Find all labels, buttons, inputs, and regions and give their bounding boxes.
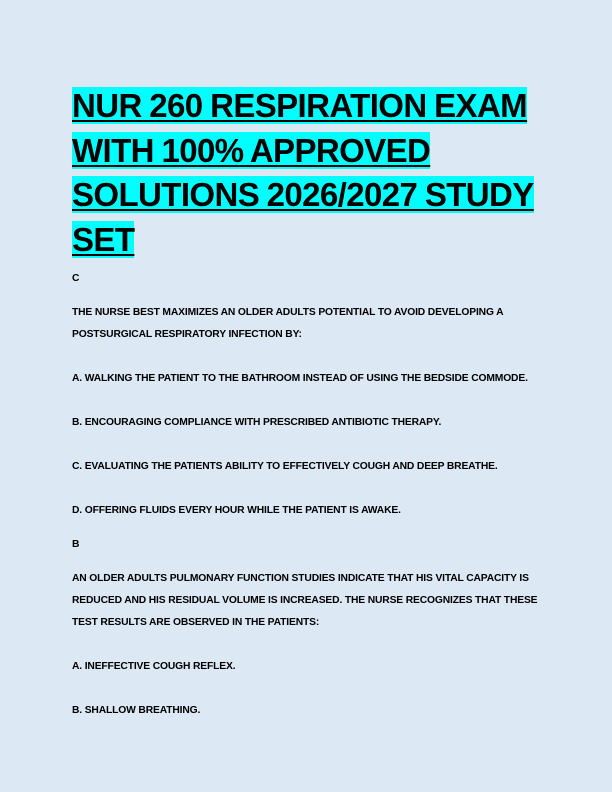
question-1-line-1: THE NURSE BEST MAXIMIZES AN OLDER ADULTS POTENTIAL TO AVOID DEVELOPING A — [72, 307, 504, 318]
answer-key-2: B — [72, 539, 80, 550]
question-1-option-d: D. OFFERING FLUIDS EVERY HOUR WHILE THE PATIENT IS AWAKE. — [72, 505, 401, 516]
question-1-line-2: POSTSURGICAL RESPIRATORY INFECTION BY: — [72, 329, 302, 340]
question-2-line-1: AN OLDER ADULTS PULMONARY FUNCTION STUDIES INDICATE THAT HIS VITAL CAPACITY IS — [72, 573, 529, 584]
answer-key-1: C — [72, 273, 80, 284]
title-highlight: NUR 260 RESPIRATION EXAM WITH 100% APPROVED SOLUTIONS 2026/2027 STUDY SET — [72, 87, 534, 258]
question-2-option-b: B. SHALLOW BREATHING. — [72, 705, 201, 716]
question-1-option-a: A. WALKING THE PATIENT TO THE BATHROOM INSTEAD OF USING THE BEDSIDE COMMODE. — [72, 373, 528, 384]
question-2-line-2: REDUCED AND HIS RESIDUAL VOLUME IS INCREASED. THE NURSE RECOGNIZES THAT THESE — [72, 595, 538, 606]
question-2-line-3: TEST RESULTS ARE OBSERVED IN THE PATIENTS: — [72, 617, 320, 628]
question-1-option-b: B. ENCOURAGING COMPLIANCE WITH PRESCRIBED ANTIBIOTIC THERAPY. — [72, 417, 442, 428]
document-page — [72, 84, 542, 262]
question-1-option-c: C. EVALUATING THE PATIENTS ABILITY TO EFFECTIVELY COUGH AND DEEP BREATHE. — [72, 461, 498, 472]
question-2-option-a: A. INEFFECTIVE COUGH REFLEX. — [72, 661, 236, 672]
document-title — [72, 84, 542, 262]
